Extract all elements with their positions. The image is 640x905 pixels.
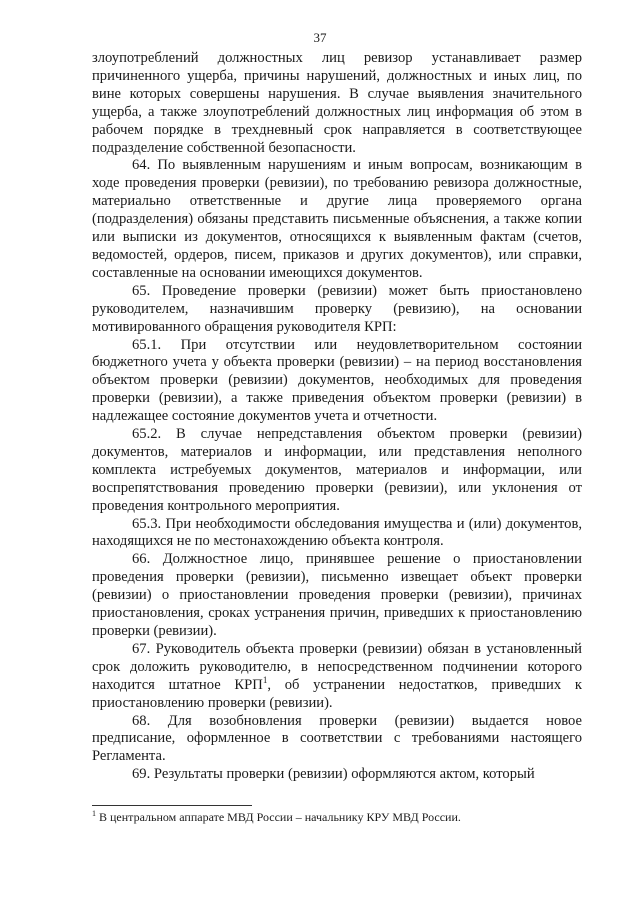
paragraph-64: 64. По выявленным нарушениям и иным вопросам, возникающим в ходе проведения проверки (ревизии), по требованию ревизора должностные, материально ответственные и другие лица проверяемого органа (подразделения) обязаны представить письменные объяснения, а также копии или выписки из документов, относящихся к выявленным фактам (счетов, ведомостей, ордеров, писем, приказов и других документов), или справки, составленные на основании имеющихся документов. bbox=[92, 157, 582, 281]
page-number: 37 bbox=[313, 30, 327, 45]
paragraph-68: 68. Для возобновления проверки (ревизии) выдается новое предписание, оформленное в соответствии с требованиями настоящего Регламента. bbox=[92, 712, 582, 765]
paragraph-65-2: 65.2. В случае непредставления объектом проверки (ревизии) документов, материалов и информации, или представления неполного комплекта истребуемых документов, материалов и информации, или воспрепятствования проведению проверки (ревизии), или уклонения от проведения контрольного мероприятия. bbox=[92, 426, 582, 514]
footnote-text: В центральном аппарате МВД России – начальнику КРУ МВД России. bbox=[96, 810, 461, 824]
footnote bbox=[92, 810, 582, 825]
paragraph-67-text-before: 67. Руководитель объекта проверки (ревизии) обязан в установленный срок доложить руководителю, в непосредственном подчинении которого находится штатное КРП bbox=[92, 640, 582, 693]
paragraph-65-3: 65.3. При необходимости обследования имущества и (или) документов, находящихся не по местонахождению объекта контроля. bbox=[92, 515, 582, 550]
paragraph-continuation: злоупотреблений должностных лиц ревизор устанавливает размер причиненного ущерба, причины нарушений, должностных и иных лиц, по вине которых совершены нарушения. В случае выявления значительного ущерба, а также злоупотреблений должностных лиц информация об этом в рабочем порядке в трехдневный срок направляется в соответствующее подразделение собственной безопасности. bbox=[92, 50, 582, 156]
paragraph-66: 66. Должностное лицо, принявшее решение о приостановлении проведения проверки (ревизии), письменно извещает объект проверки (ревизии) о приостановлении проведения проверки (ревизии), причинах приостановления, сроках устранения причин, приведших к приостановлению проверки (ревизии). bbox=[92, 551, 582, 639]
body-text bbox=[92, 50, 582, 784]
footnote-separator bbox=[92, 805, 252, 806]
paragraph-67 bbox=[92, 641, 582, 713]
paragraph-69: 69. Результаты проверки (ревизии) оформляются актом, который bbox=[132, 766, 535, 783]
paragraph-65: 65. Проведение проверки (ревизии) может быть приостановлено руководителем, назначившим проверку (ревизию), на основании мотивированного обращения руководителя КРП: bbox=[92, 282, 582, 335]
footnote-mark: 1 bbox=[92, 809, 96, 818]
paragraph-67-text-after: , об устранении недостатков, приведших к приостановлению проверки (ревизии). bbox=[92, 676, 582, 711]
footnote-reference: 1 bbox=[262, 674, 268, 685]
paragraph-65-1: 65.1. При отсутствии или неудовлетворительном состоянии бюджетного учета у объекта проверки (ревизии) – на период восстановления объектом проверки (ревизии) документов, необходимых для проведения проверки (ревизии), а также приведения объектом проверки (ревизии) в надлежащее состояние документов учета и отчетности. bbox=[92, 336, 582, 425]
